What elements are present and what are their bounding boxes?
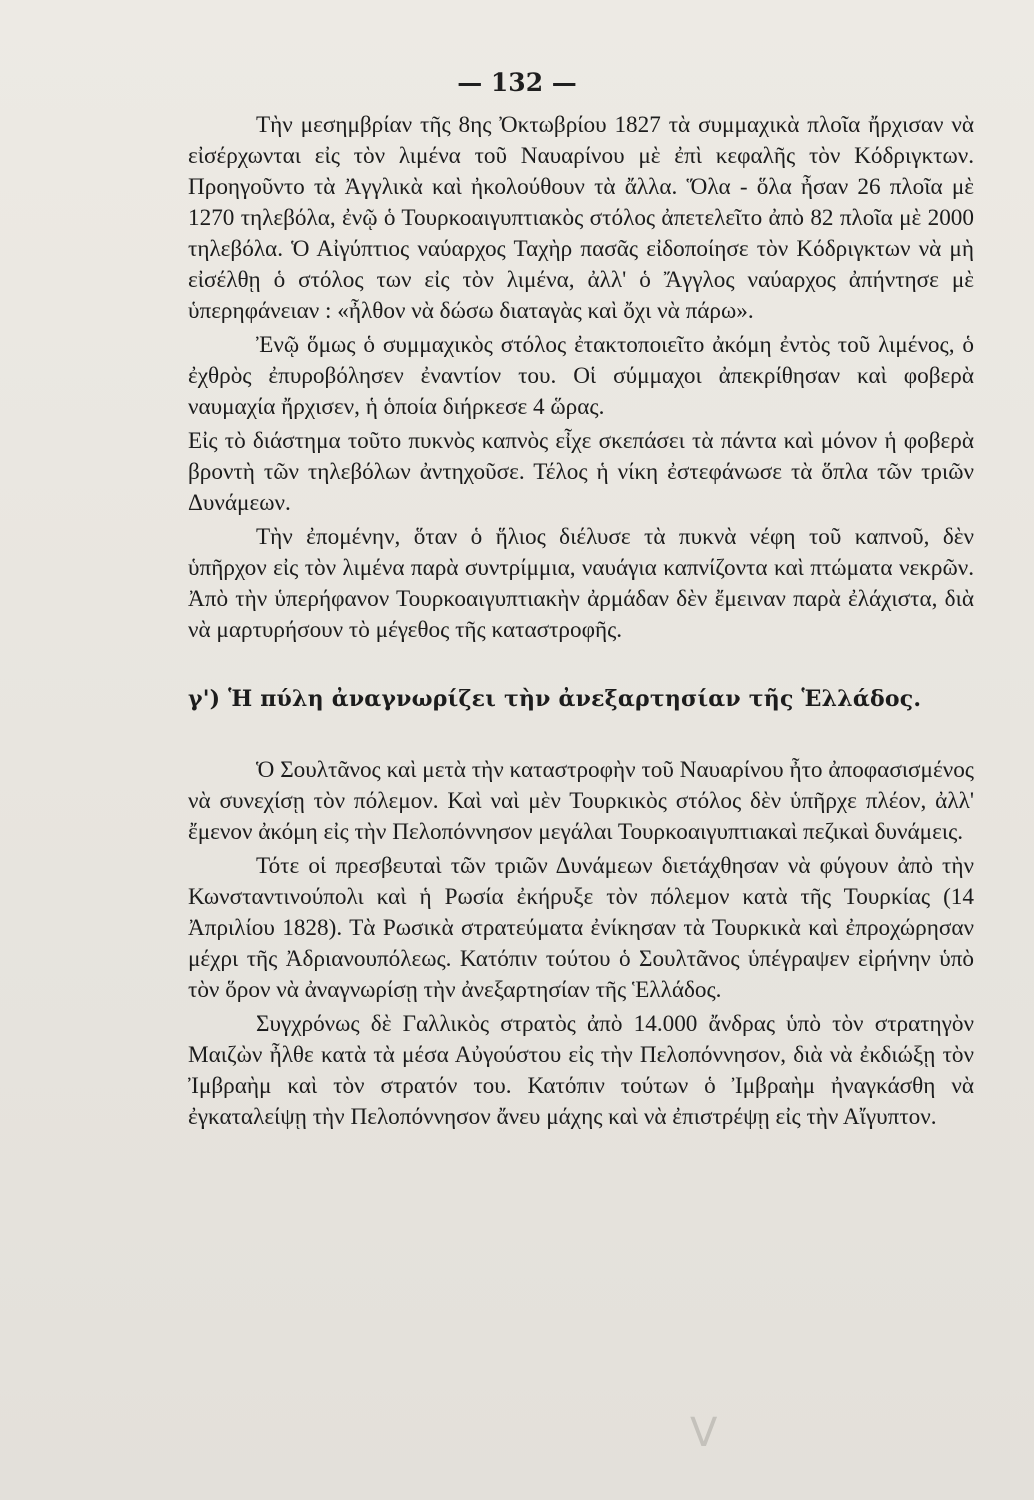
paragraph-smoke: Εἰς τὸ διάστημα τοῦτο πυκνὸς καπνὸς εἶχε σκεπάσει τὰ πάντα καὶ μόνον ἡ φοβερὰ βροντὴ τῶν τηλεβόλων ἀντηχοῦσε. Τέλος ἡ νίκη ἐστεφάνωσε τὰ ὅπλα τῶν τριῶν Δυνάμεων. xyxy=(188,428,974,516)
paragraph-russia-war: Τότε οἱ πρεσβευταὶ τῶν τριῶν Δυνάμεων διετάχθησαν νὰ φύγουν ἀπὸ τὴν Κωνσταντινούπολι καὶ ἡ Ρωσία ἐκήρυξε τὸν πόλεμον κατὰ τῆς Τουρκίας (14 Ἀπριλίου 1828). Τὰ Ρωσικὰ στρατεύματα ἐνίκησαν τὰ Τουρκικὰ καὶ ἐπροχώρησαν μέχρι τῆς Ἀδριανουπόλεως. Κατόπιν τούτου ὁ Σουλτᾶνος ὑπέγραψεν εἰρήνην ὑπὸ τὸν ὅρον νὰ ἀναγνωρίσῃ τὴν ἀνεξαρτησίαν τῆς Ἑλλάδος. xyxy=(188,853,974,1003)
paragraph-battle-start: Ἐνῷ ὅμως ὁ συμμαχικὸς στόλος ἐτακτοποιεῖτο ἀκόμη ἐντὸς τοῦ λιμένος, ὁ ἐχθρὸς ἐπυροβόλησεν ἐναντίον του. Οἱ σύμμαχοι ἀπεκρίθησαν καὶ φοβερὰ ναυμαχία ἤρχισεν, ἡ ὁποία διήρκεσε 4 ὥρας. xyxy=(188,332,974,420)
paragraph-aftermath: Τὴν ἐπομένην, ὅταν ὁ ἥλιος διέλυσε τὰ πυκνὰ νέφη τοῦ καπνοῦ, δὲν ὑπῆρχον εἰς τὸν λιμένα παρὰ συντρίμμια, ναυάγια καπνίζοντα καὶ πτώματα νεκρῶν. Ἀπὸ τὴν ὑπερήφανον Τουρκοαιγυπτιακὴν ἀρμάδαν δὲν ἔμειναν παρὰ ἐλάχιστα, διὰ νὰ μαρτυρήσουν τὸ μέγεθος τῆς καταστροφῆς. xyxy=(188,524,974,643)
page-body xyxy=(188,110,974,1133)
paragraph-sultan: Ὁ Σουλτᾶνος καὶ μετὰ τὴν καταστροφὴν τοῦ Ναυαρίνου ἦτο ἀποφασισμένος νὰ συνεχίσῃ τὸν πόλεμον. Καὶ ναὶ μὲν Τουρκικὸς στόλος δὲν ὑπῆρχε πλέον, ἀλλ' ἔμενον ἀκόμη εἰς τὴν Πελοπόννησον μεγάλαι Τουρκοαιγυπτιακαὶ πεζικαὶ δυνάμεις. xyxy=(188,757,974,845)
paragraph-navarino-entry: Τὴν μεσημβρίαν τῆς 8ης Ὀκτωβρίου 1827 τὰ συμμαχικὰ πλοῖα ἤρχισαν νὰ εἰσέρχωνται εἰς τὸν λιμένα τοῦ Ναυαρίνου μὲ ἐπὶ κεφαλῆς τὸν Κόδριγκτων. Προηγοῦντο τὰ Ἀγγλικὰ καὶ ἠκολούθουν τὰ ἄλλα. Ὅλα - ὅλα ἦσαν 26 πλοῖα μὲ 1270 τηλεβόλα, ἐνῷ ὁ Τουρκοαιγυπτιακὸς στόλος ἀπετελεῖτο ἀπὸ 82 πλοῖα μὲ 2000 τηλεβόλα. Ὁ Αἰγύπτιος ναύαρχος Ταχὴρ πασᾶς εἰδοποίησε τὸν Κόδριγκτων νὰ μὴ εἰσέλθῃ ὁ στόλος των εἰς τὸν λιμένα, ἀλλ' ὁ Ἄγγλος ναύαρχος ἀπήντησε μὲ ὑπερηφάνειαν : «ἦλθον νὰ δώσω διαταγὰς καὶ ὄχι νὰ πάρω». xyxy=(188,112,974,324)
stray-pencil-mark: V xyxy=(690,1410,718,1456)
page-number: — 132 — xyxy=(457,68,577,97)
section-heading: γ') Ἡ πύλη ἀναγνωρίζει τὴν ἀνεξαρτησίαν τῆς Ἑλλάδος. xyxy=(188,686,922,712)
paragraph-french-army: Συγχρόνως δὲ Γαλλικὸς στρατὸς ἀπὸ 14.000 ἄνδρας ὑπὸ τὸν στρατηγὸν Μαιζὼν ἦλθε κατὰ τὰ μέσα Αὐγούστου εἰς τὴν Πελοπόννησον, διὰ νὰ ἐκδιώξῃ τὸν Ἰμβραὴμ καὶ τὸν στρατόν του. Κατόπιν τούτων ὁ Ἰμβραὴμ ἠναγκάσθη νὰ ἐγκαταλείψῃ τὴν Πελοπόννησον ἄνευ μάχης καὶ νὰ ἐπιστρέψῃ εἰς τὴν Αἴγυπτον. xyxy=(188,1011,974,1130)
